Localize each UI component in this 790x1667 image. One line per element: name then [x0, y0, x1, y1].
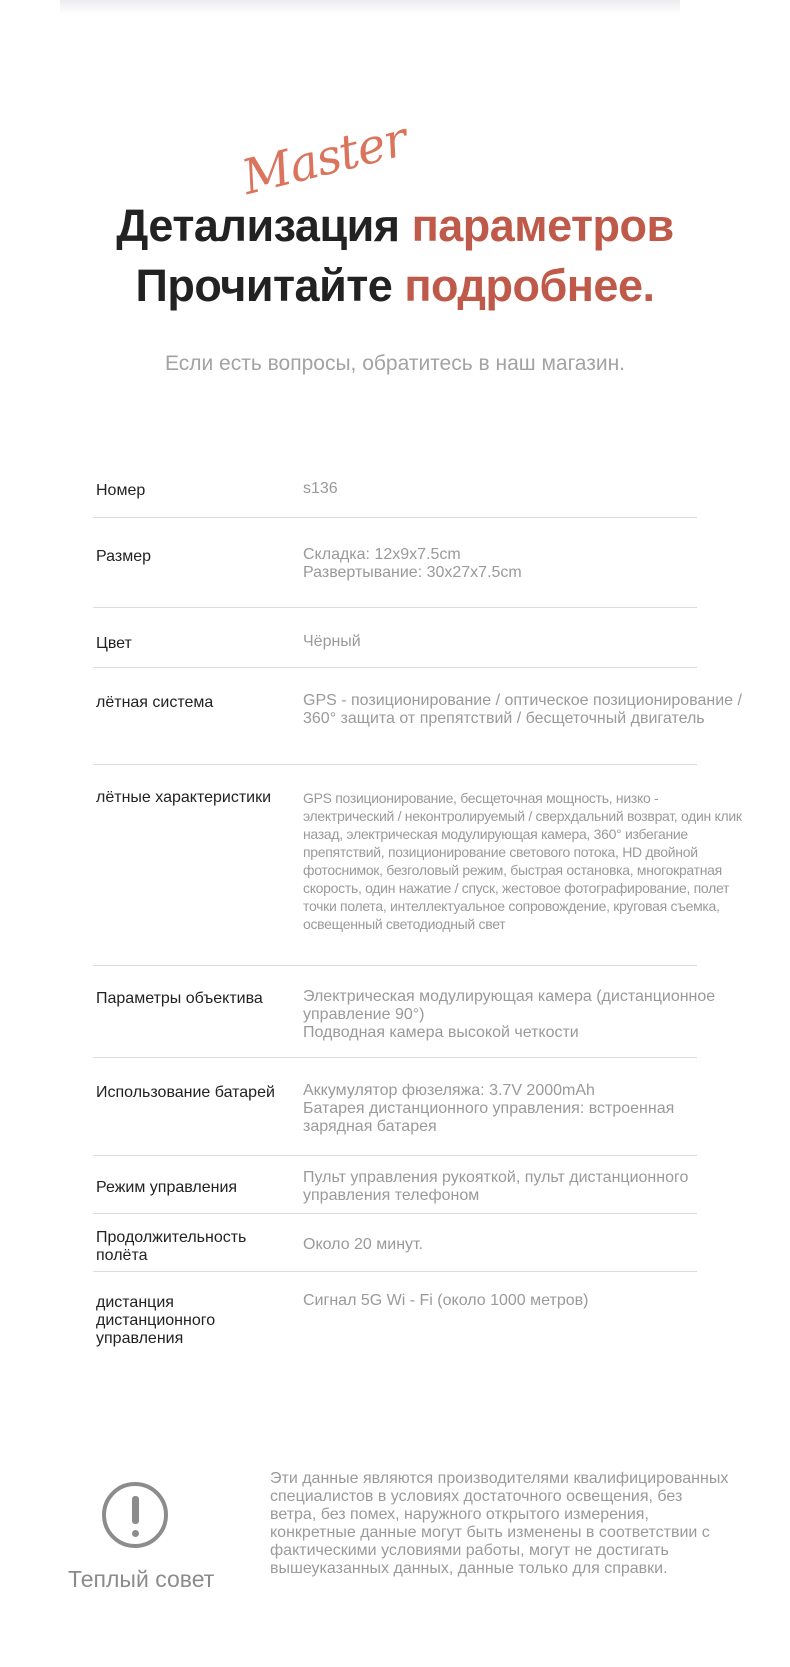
spec-key: Номер [96, 482, 146, 499]
hero-title-accent-1: параметров [411, 200, 674, 251]
spec-row-remote-distance [93, 1272, 697, 1362]
spec-value: Чёрный [303, 633, 361, 650]
spec-key: Цвет [96, 635, 132, 652]
spec-row-flight-features [93, 765, 742, 966]
spec-value: Аккумулятор фюзеляжа: 3.7V 2000mAh Батарея дистанционного управления: встроенная зарядная батарея [303, 1082, 675, 1135]
hero-script-word: Master [236, 111, 413, 206]
spec-value: GPS - позиционирование / оптическое позиционирование / 360° защита от препятствий / бесщеточный двигатель [303, 692, 742, 727]
spec-key: лётные характеристики [96, 789, 272, 806]
spec-key: Параметры объектива [96, 990, 263, 1007]
spec-row-flight-time [93, 1214, 697, 1272]
spec-row-color [93, 608, 697, 668]
spec-value: Пульт управления рукояткой, пульт дистанционного управления телефоном [303, 1169, 689, 1204]
spec-key: Размер [96, 548, 151, 565]
hero-title-accent-2: подробнее. [404, 260, 655, 311]
spec-value: Электрическая модулирующая камера (дистанционное управление 90°) Подводная камера высокой четкости [303, 988, 716, 1041]
spec-value: Складка: 12x9x7.5cm Развертывание: 30x27x7.5cm [303, 546, 522, 581]
spec-key: Продолжительность полёта [96, 1229, 247, 1264]
spec-row-control-mode [93, 1156, 697, 1214]
spec-key: лётная система [96, 694, 214, 711]
spec-row-battery [93, 1058, 697, 1156]
hero-title-line-1 [0, 200, 790, 252]
tip-text: Эти данные являются производителями квалифицированных специалистов в условиях достаточного освещения, без ветра, без помех, наружного открытого измерения, конкретные данные могут быть изменены в соответствии с фактическими условиями работы, могут не достигать вышеуказанных данных, данные только для справки. [270, 1470, 729, 1577]
top-shadow [60, 0, 680, 14]
spec-key: дистанция дистанционного управления [96, 1294, 216, 1347]
spec-value: s136 [303, 480, 338, 497]
spec-row-lens [93, 966, 716, 1058]
spec-value: GPS позиционирование, бесщеточная мощность, низко - электрический / неконтролируемый / сверхдальний возврат, один клик назад, электрическая модулирующая камера, 360° избегание препятствий, позиционирование светового потока, HD двойной фотоснимок, безголовый режим, быстрая остановка, многократная скорость, один нажатие / спуск, жестовое фотографирование, полет точки полета, интеллектуальное сопровождение, круговая съемка, освещенный светодиодный свет [303, 790, 742, 932]
hero-title-line-2 [0, 260, 790, 312]
hero-title-dark-2: Прочитайте [135, 260, 393, 311]
hero-title-dark-1: Детализация [116, 200, 400, 251]
spec-value: Около 20 минут. [303, 1236, 424, 1253]
spec-row-size [93, 518, 697, 608]
hero-subtitle: Если есть вопросы, обратитесь в наш магазин. [164, 352, 626, 375]
specs-table [93, 472, 742, 1362]
exclamation-circle-icon [102, 1482, 168, 1548]
spec-key: Использование батарей [96, 1084, 275, 1101]
spec-row-flight-system [93, 668, 742, 765]
spec-key: Режим управления [96, 1179, 238, 1196]
spec-value: Сигнал 5G Wi - Fi (около 1000 метров) [303, 1292, 589, 1309]
tip-label: Теплый совет [68, 1566, 215, 1592]
warm-tip [0, 1470, 790, 1620]
spec-row-number [93, 472, 697, 518]
